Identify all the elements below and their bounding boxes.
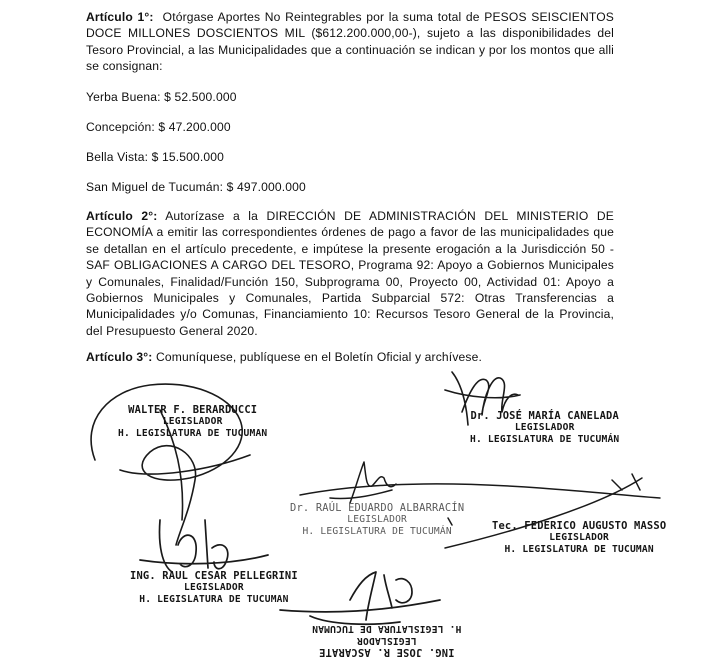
stamp-ascarate-name: ING. JOSE R. ASCARATE (318, 646, 455, 658)
stamp-pellegrini-role: LEGISLADOR (184, 582, 244, 593)
article-1-text: Otórgase Aportes No Reintegrables por la suma total de PESOS SEISCIENTOS DOCE MILLONES DOSCIENTOS MIL ($612.200.000,00-), sujeto a las disponibilidades del Tesoro Provincial, a las Municipalidades que a continuación se indican y por los montos que alli se consignan: (86, 10, 614, 74)
allocation-concepcion: Concepción: $ 47.200.000 (86, 120, 231, 134)
allocation-yerba-buena: Yerba Buena: $ 52.500.000 (86, 90, 237, 104)
allocation-bella-vista: Bella Vista: $ 15.500.000 (86, 150, 225, 164)
stamp-pellegrini-name: ING. RAUL CESAR PELLEGRINI (130, 570, 298, 582)
stamp-berarducci-role: LEGISLADOR (162, 416, 223, 427)
stamp-berarducci-name: WALTER F. BERARDUCCI (128, 404, 258, 416)
signature-pellegrini (140, 520, 268, 572)
article-1 (86, 9, 614, 75)
stamp-berarducci-org: H. LEGISLATURA DE TUCUMAN (118, 428, 268, 439)
stamp-canelada-role: LEGISLADOR (514, 422, 575, 433)
stamp-pellegrini (130, 570, 298, 606)
signature-ascarate (280, 572, 440, 624)
stamp-canelada-org: H. LEGISLATURA DE TUCUMÁN (470, 434, 620, 445)
stamp-canelada (470, 410, 619, 446)
stamp-pellegrini-org: H. LEGISLATURA DE TUCUMAN (139, 594, 289, 605)
allocation-san-miguel: San Miguel de Tucumán: $ 497.000.000 (86, 180, 306, 194)
stamp-albarracin-org: H. LEGISLATURA DE TUCUMÁN (302, 526, 452, 537)
article-2 (86, 208, 614, 339)
article-3-text: Comuníquese, publíquese en el Boletín Oficial y archívese. (155, 350, 482, 364)
stamp-albarracin (290, 502, 464, 538)
stamp-canelada-name: Dr. JOSÉ MARÍA CANELADA (470, 410, 619, 422)
article-2-heading: Artículo 2°: (86, 209, 158, 223)
stamp-masso-name: Tec. FEDERICO AUGUSTO MASSO (492, 520, 667, 532)
article-3-heading: Artículo 3°: (86, 350, 153, 364)
stamp-masso (492, 520, 666, 556)
stamp-albarracin-role: LEGISLADOR (347, 514, 408, 525)
signature-albarracin (330, 462, 396, 503)
stamp-albarracin-name: Dr. RAÚL EDUARDO ALBARRACÍN (290, 502, 465, 514)
article-1-heading: Artículo 1°: (86, 10, 154, 24)
article-3 (86, 349, 614, 365)
stamp-ascarate (312, 622, 461, 658)
stamp-berarducci (118, 404, 267, 440)
stamp-masso-role: LEGISLADOR (549, 532, 610, 543)
stamp-ascarate-role: LEGISLADOR (356, 635, 417, 646)
stamp-masso-org: H. LEGISLATURA DE TUCUMAN (504, 544, 654, 555)
stamp-ascarate-org: H. LEGISLATURA DE TUCUMAN (312, 623, 462, 634)
article-2-text: Autorízase a la DIRECCIÓN DE ADMINISTRACIÓN DEL MINISTERIO DE ECONOMÍA a emitir las correspondientes órdenes de pago a favor de las municipalidades que se detallan en el artículo precedente, e impútese la presente erogación a la Jurisdicción 50 - SAF OBLIGACIONES A CARGO DEL TESORO, Programa 92: Apoyo a Gobiernos Municipales y Comunales, Finalidad/Función 150, Subprograma 00, Proyecto 00, Actividad 01: Apoyo a Gobiernos Municipales y Comunales, Partida Subparcial 572: Otras Transferencias a Municipalidades y/o Comunas, Financiamiento 10: Recursos Tesoro General de la Provincia, del Presupuesto General 2020. (86, 209, 614, 338)
